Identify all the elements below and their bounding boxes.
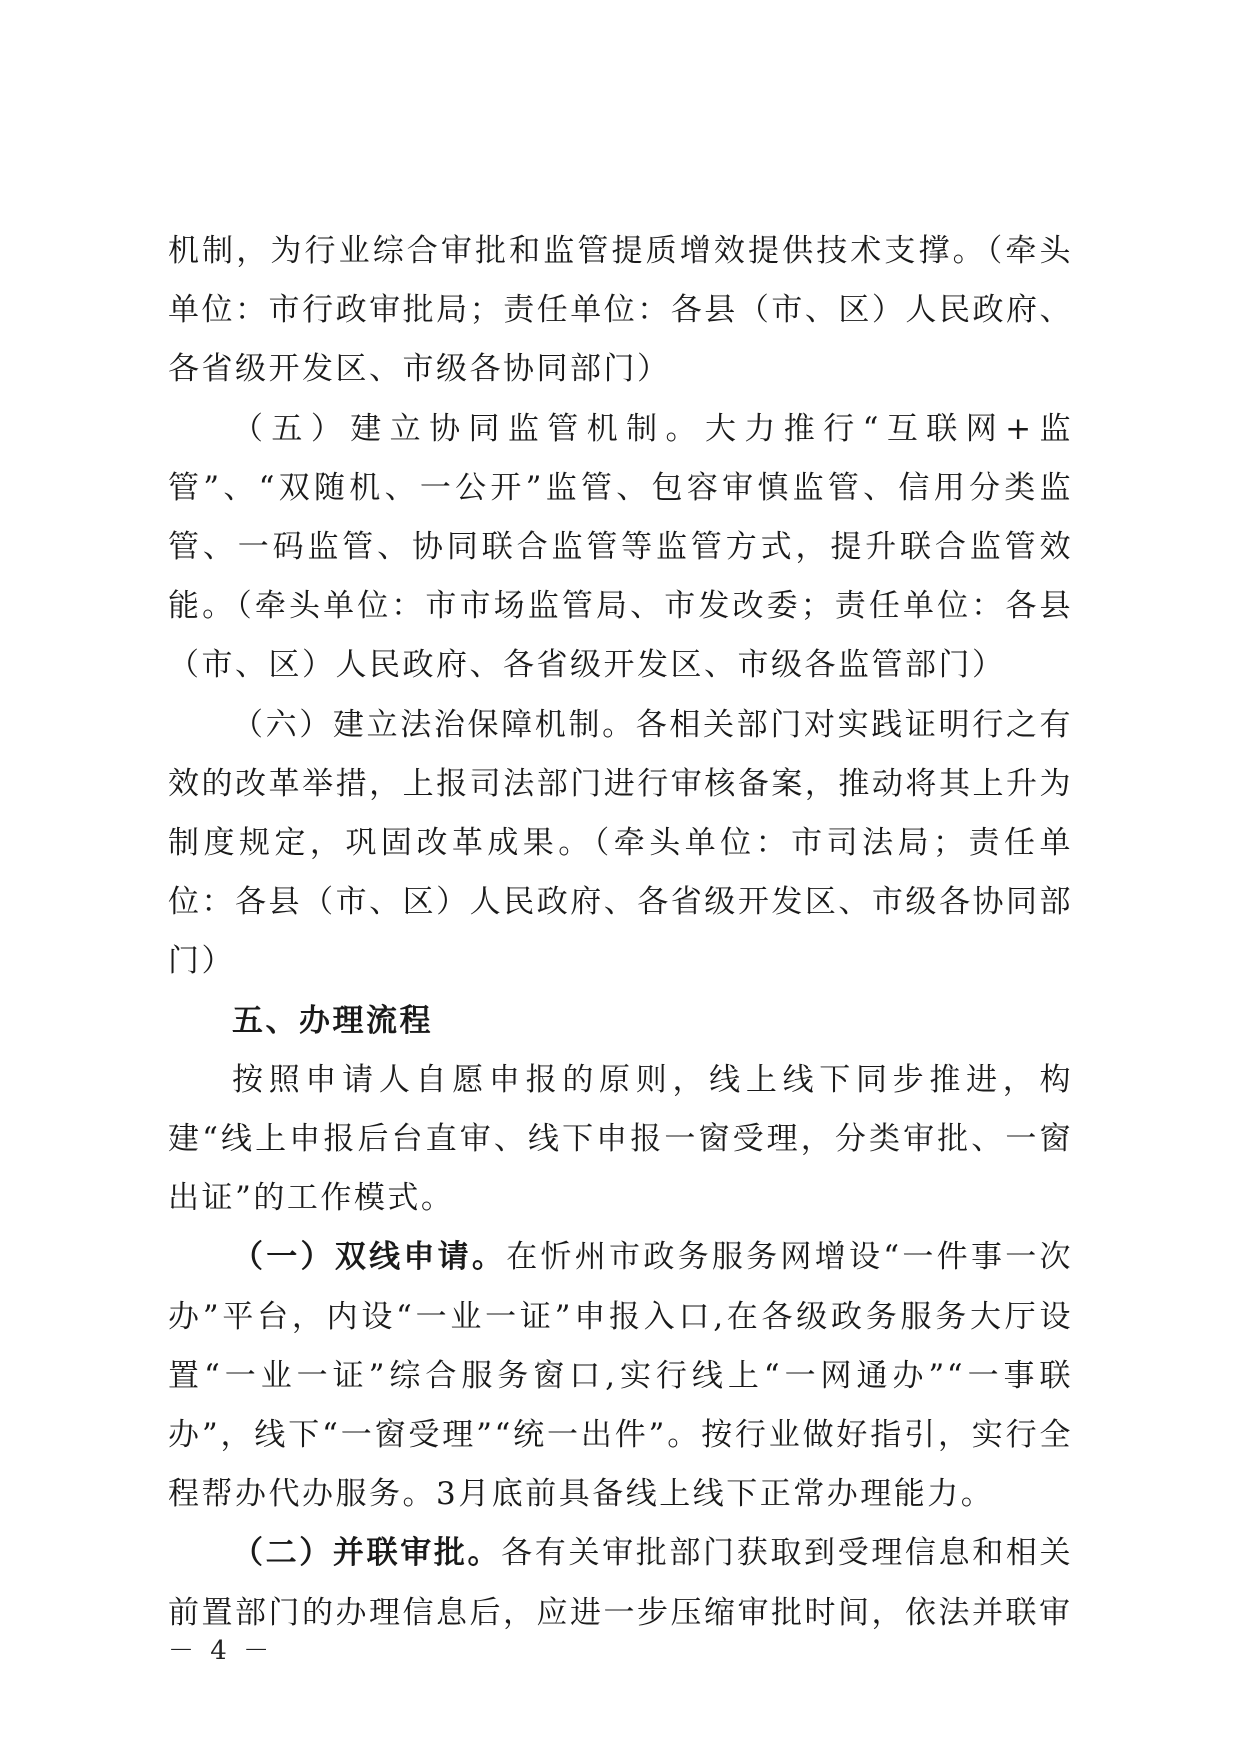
paragraph-text: 机制，为行业综合审批和监管提质增效提供技术支撑。（牵头单位：市行政审批局；责任单位：各县（市、区）人民政府、各省级开发区、市级各协同部门） [168, 233, 1073, 388]
paragraph-legal-guarantee [168, 696, 1073, 992]
item-parallel-approval [168, 1524, 1073, 1642]
paragraph-collaborative-supervision [168, 400, 1073, 696]
paragraph-text: （六）建立法治保障机制。各相关部门对实践证明行之有效的改革举措，上报司法部门进行审核备案，推动将其上升为制度规定，巩固改革成果。（牵头单位：市司法局；责任单位：各县（市、区）人民政府、各省级开发区、市级各协同部门） [168, 706, 1073, 980]
paragraph-text: 按照申请人自愿申报的原则，线上线下同步推进，构建“线上申报后台直审、线下申报一窗受理，分类审批、一窗出证”的工作模式。 [168, 1061, 1073, 1217]
page-number: － 4 － [168, 1636, 274, 1666]
paragraph-text: （五）建立协同监管机制。大力推行“互联网+监管”、“双随机、一公开”监管、包容审慎监管、信用分类监管、一码监管、协同联合监管等监管方式，提升联合监管效能。（牵头单位：市市场监管局、市发改委；责任单位：各县（市、区）人民政府、各省级开发区、市级各监管部门） [168, 410, 1073, 684]
document-body [168, 222, 1073, 1643]
item-text: 在忻州市政务服务网增设“一件事一次办”平台，内设“一业一证”申报入口,在各级政务服务大厅设置“一业一证”综合服务窗口,实行线上“一网通办”“一事联办”，线下“一窗受理”“统一出件”。按行业做好指引，实行全程帮办代办服务。3月底前具备线上线下正常办理能力。 [168, 1239, 1073, 1513]
section-heading: 五、办理流程 [232, 1002, 433, 1039]
item-text: 各有关审批部门获取到受理信息和相关前置部门的办理信息后，应进一步压缩审批时间，依法并联审 [168, 1535, 1074, 1631]
paragraph-continuation [168, 222, 1073, 400]
item-title: （一）双线申请。 [232, 1239, 507, 1276]
item-title: （二）并联审批。 [232, 1535, 502, 1572]
section-intro [168, 1051, 1073, 1229]
item-dual-channel-application [168, 1228, 1073, 1524]
